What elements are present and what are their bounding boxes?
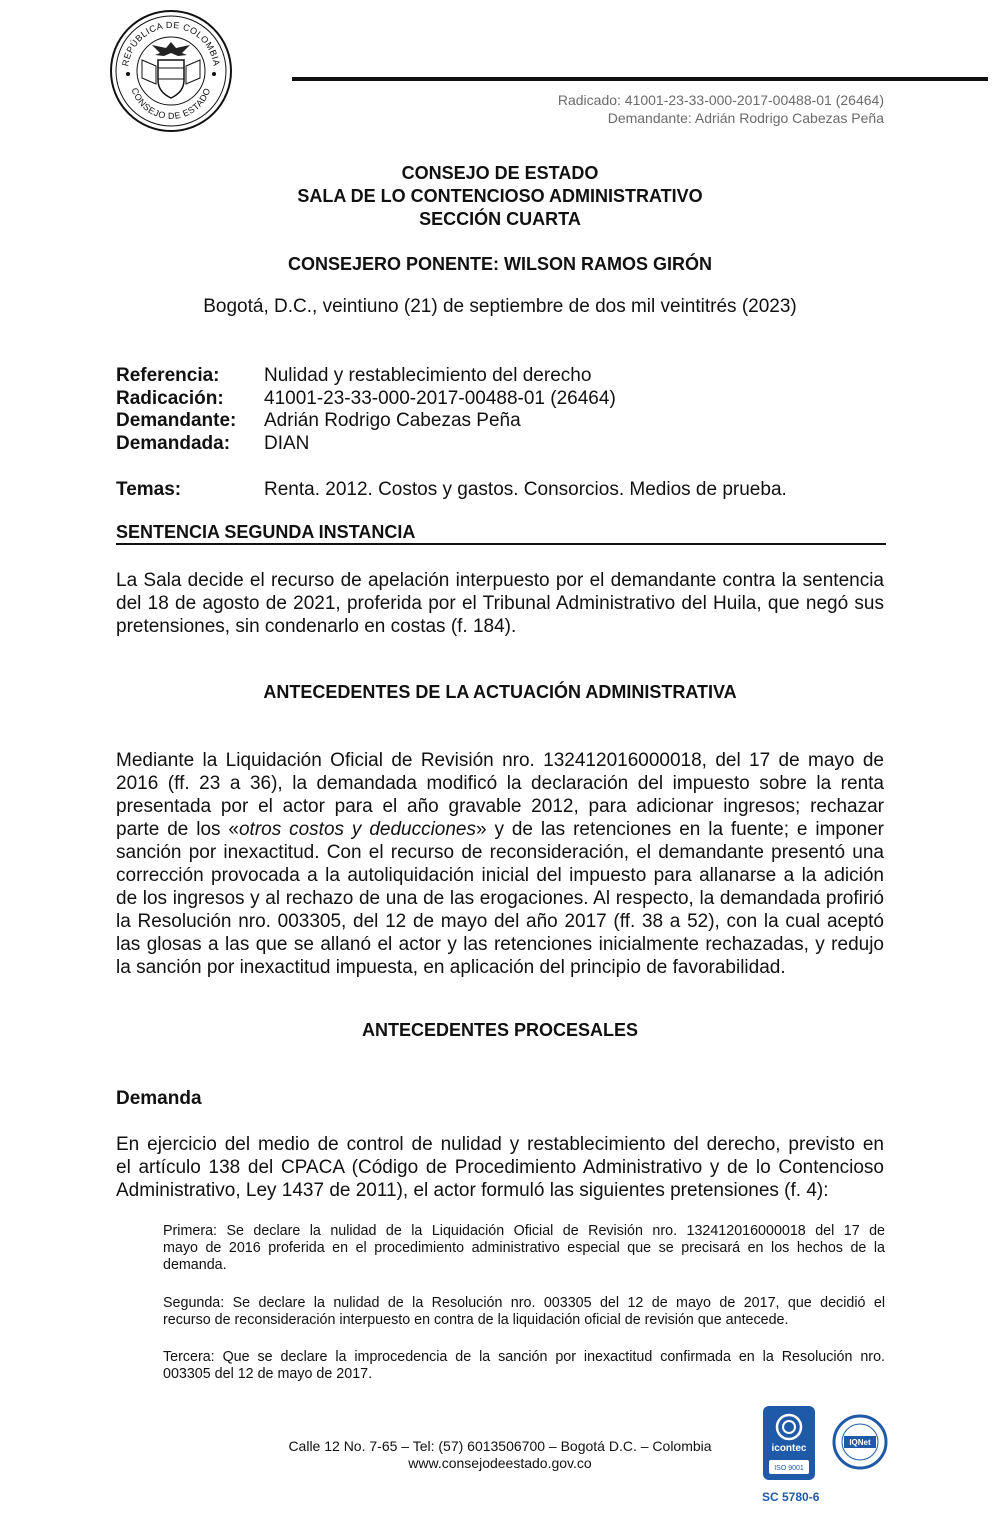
admin-line: presentada por el actor para el año gravable 2012, para adicionar ingresos; rechazar (116, 796, 884, 817)
certification-code: SC 5780-6 (762, 1490, 820, 1504)
intro-line: La Sala decide el recurso de apelación interpuesto por el demandante contra la sentencia (116, 570, 884, 591)
ref-value-demandada: DIAN (264, 433, 310, 454)
antecedentes-admin-heading: ANTECEDENTES DE LA ACTUACIÓN ADMINISTRATIVA (263, 682, 737, 702)
pretension-line: Segunda: Se declare la nulidad de la Resolución nro. 003305 del 12 de mayo de 2017, que decidió el (163, 1295, 885, 1311)
pretension-line: Primera: Se declare la nulidad de la Liquidación Oficial de Revisión nro. 132412016000018 del 17 de (163, 1223, 885, 1239)
footer-website[interactable]: www.consejodeestado.gov.co (408, 1455, 592, 1471)
sentencia-heading: SENTENCIA SEGUNDA INSTANCIA (116, 522, 416, 542)
icontec-label: icontec (771, 1443, 807, 1454)
header-rule (292, 77, 988, 81)
ponente-title: CONSEJERO PONENTE: WILSON RAMOS GIRÓN (287, 254, 713, 274)
ref-label-radicacion: Radicación: (116, 388, 224, 409)
sentencia-rule (116, 543, 886, 545)
seal-bottom-text: CONSEJO DE ESTADO (129, 86, 213, 122)
admin-line: Mediante la Liquidación Oficial de Revisión nro. 132412016000018, del 17 de mayo de (116, 750, 884, 771)
iqnet-certification-logo (832, 1414, 888, 1470)
temas-label: Temas: (116, 479, 182, 500)
admin-line: la sanción por inexactitud impuesta, en aplicación del principio de favorabilidad. (116, 957, 786, 978)
iso-label: ISO 9001 (774, 1465, 804, 1472)
admin-line: la Resolución nro. 003305, del 12 de mayo del año 2017 (ff. 38 a 52), con la cual aceptó (116, 911, 884, 932)
court-title: CONSEJO DE ESTADO (401, 163, 599, 183)
ref-value-demandante: Adrián Rodrigo Cabezas Peña (264, 410, 521, 431)
icontec-certification-logo (762, 1405, 816, 1481)
intro-line: pretensiones, sin condenarlo en costas (f. 184). (116, 616, 517, 637)
header-radicado: Radicado: 41001-23-33-000-2017-00488-01 (26464) (557, 92, 884, 108)
intro-paragraph (116, 569, 884, 638)
consejo-de-estado-seal-logo (108, 8, 234, 134)
pretension-line: Tercera: Que se declare la improcedencia de la sanción por inexactitud confirmada en la Resolución nro. (163, 1349, 885, 1365)
iqnet-label: IQNet (849, 1438, 871, 1447)
demanda-paragraph (116, 1133, 884, 1202)
pretension-line: 003305 del 12 de mayo de 2017. (163, 1366, 373, 1382)
pretension-line: demanda. (163, 1257, 227, 1273)
pretension-segunda (163, 1295, 885, 1329)
ref-value-radicacion: 41001-23-33-000-2017-00488-01 (26464) (264, 388, 616, 409)
admin-line: 2016 (ff. 23 a 36), la demandada modificó la declaración del impuesto sobre la renta (116, 773, 884, 794)
admin-line-part: » y de las retenciones en la fuente; e imponer (476, 819, 884, 840)
admin-line: de los ingresos y al rechazo de una de las erogaciones. Al respecto, la demandada profirió (116, 888, 884, 909)
header-demandante: Demandante: Adrián Rodrigo Cabezas Peña (607, 110, 884, 126)
footer-address: Calle 12 No. 7-65 – Tel: (57) 6013506700 – Bogotá D.C. – Colombia (288, 1438, 712, 1454)
admin-line: sanción por inexactitud. Con el recurso de reconsideración, el demandante presentó una (116, 842, 884, 863)
demanda-line: Administrativo, Ley 1437 de 2011), el actor formuló las siguientes pretensiones (f. 4): (116, 1180, 829, 1201)
admin-line-part: parte de los « (116, 819, 239, 840)
admin-paragraph (116, 749, 884, 979)
ref-label-demandante: Demandante: (116, 410, 237, 431)
antecedentes-procesales-heading: ANTECEDENTES PROCESALES (361, 1020, 639, 1040)
temas-value: Renta. 2012. Costos y gastos. Consorcios. Medios de prueba. (264, 479, 787, 500)
ref-value-referencia: Nulidad y restablecimiento del derecho (264, 365, 592, 386)
pretension-line: mayo de 2016 proferida en el procedimiento administrativo especial que se precisará en los hechos de la (163, 1240, 885, 1256)
demanda-line: En ejercicio del medio de control de nulidad y restablecimiento del derecho, previsto en (116, 1134, 884, 1155)
pretension-tercera (163, 1349, 885, 1383)
section-title: SECCIÓN CUARTA (419, 209, 581, 229)
pretension-primera (163, 1223, 885, 1274)
admin-line: corrección provocada a la autoliquidación inicial del impuesto para allanarse a la adición (116, 865, 884, 886)
ref-label-demandada: Demandada: (116, 433, 231, 454)
intro-line: del 18 de agosto de 2021, proferida por el Tribunal Administrativo del Huila, que negó sus (116, 593, 884, 614)
pretension-line: recurso de reconsideración interpuesto en contra de la liquidación oficial de revisión que antecede. (163, 1312, 789, 1328)
demanda-line: el artículo 138 del CPACA (Código de Procedimiento Administrativo y de lo Contencioso (116, 1157, 884, 1178)
admin-line (116, 818, 884, 841)
place-date: Bogotá, D.C., veintiuno (21) de septiembre de dos mil veintitrés (2023) (203, 296, 797, 317)
ref-label-referencia: Referencia: (116, 365, 220, 386)
chamber-title: SALA DE LO CONTENCIOSO ADMINISTRATIVO (297, 186, 703, 206)
admin-line-emphasis: otros costos y deducciones (238, 819, 477, 840)
demanda-heading: Demanda (116, 1088, 202, 1109)
seal-top-text: REPÚBLICA DE COLOMBIA (120, 19, 222, 68)
admin-line: las glosas a las que se allanó el actor y las retenciones inicialmente rechazadas, y redujo (116, 934, 884, 955)
